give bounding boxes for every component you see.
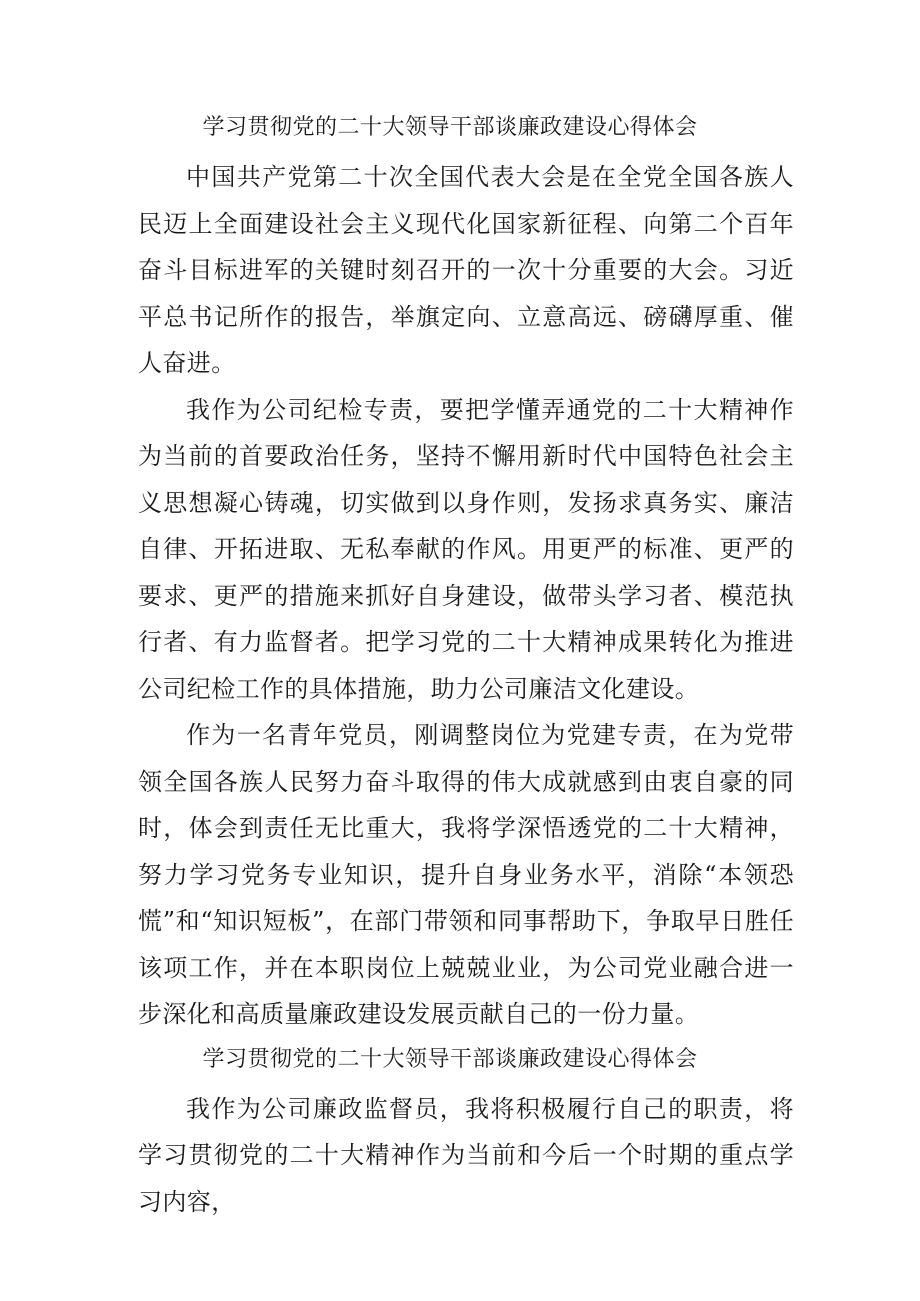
paragraph-1: 中国共产党第二十次全国代表大会是在全党全国各族人民迈上全面建设社会主义现代化国家新征程、向第二个百年奋斗目标进军的关键时刻召开的一次十分重要的大会。习近平总书记所作的报告，举旗定向、立意高远、磅礴厚重、催人奋进。 <box>138 163 794 377</box>
paragraph-2: 我作为公司纪检专责，要把学懂弄通党的二十大精神作为当前的首要政治任务，坚持不懈用新时代中国特色社会主义思想凝心铸魂，切实做到以身作则，发扬求真务实、廉洁自律、开拓进取、无私奉献的作风。用更严的标准、更严的要求、更严的措施来抓好自身建设，做带头学习者、模范执行者、有力监督者。把学习党的二十大精神成果转化为推进公司纪检工作的具体措施，助力公司廉洁文化建设。 <box>138 395 794 703</box>
document-title: 学习贯彻党的二十大领导干部谈廉政建设心得体会 <box>202 115 698 140</box>
section-title-2: 学习贯彻党的二十大领导干部谈廉政建设心得体会 <box>202 1046 698 1072</box>
document-page <box>138 108 794 1225</box>
paragraph-3: 作为一名青年党员，刚调整岗位为党建专责，在为党带领全国各族人民努力奋斗取得的伟大成就感到由衷自豪的同时，体会到责任无比重大，我将学深悟透党的二十大精神，努力学习党务专业知识，提升自身业务水平，消除“本领恐慌”和“知识短板”，在部门带领和同事帮助下，争取早日胜任该项工作，并在本职岗位上兢兢业业，为公司党业融合进一步深化和高质量廉政建设发展贡献自己的一份力量。 <box>138 721 794 1028</box>
paragraph-4: 我作为公司廉政监督员，我将积极履行自己的职责，将学习贯彻党的二十大精神作为当前和今后一个时期的重点学习内容， <box>138 1094 794 1216</box>
